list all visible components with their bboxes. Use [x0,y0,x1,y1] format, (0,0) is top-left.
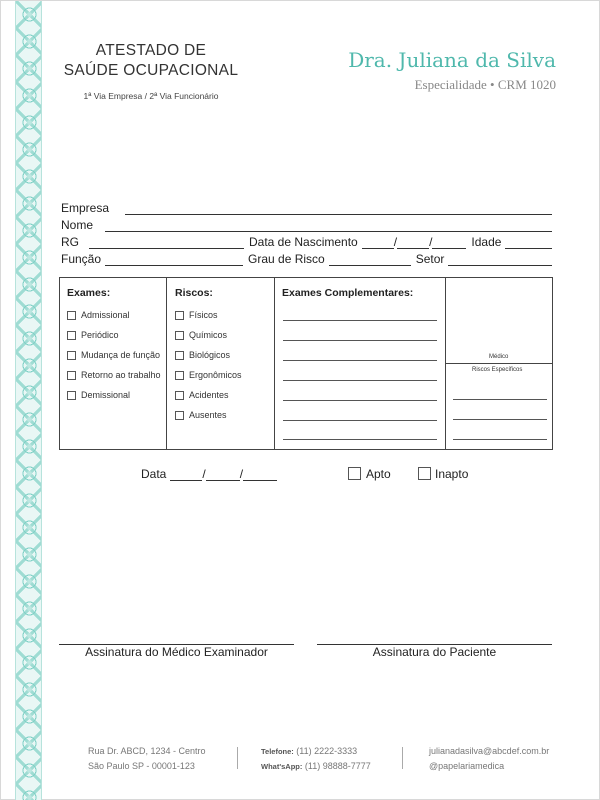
riscos-especificos-label: Riscos Específicos [472,367,523,373]
risco-acidentes-option[interactable] [175,390,229,400]
idade-label: Idade [471,235,502,249]
option-label: Ergonômicos [189,370,242,380]
whatsapp-number: (11) 98888-7777 [304,761,371,771]
checkbox[interactable] [67,331,76,340]
exam-table [59,277,553,450]
nome-field[interactable] [105,221,552,232]
option-label: Biológicos [189,350,231,360]
nascimento-label: Data de Nascimento [249,235,358,249]
form-subtitle: 1ª Via Empresa / 2ª Via Funcionário [83,91,219,101]
option-label: Ausentes [189,410,227,420]
checkbox[interactable] [175,411,184,420]
complementares-column [275,278,446,449]
nome-row [61,216,552,232]
option-label: Físicos [189,310,218,320]
footer-separator [237,747,238,769]
address-line1: Rua Dr. ABCD, 1234 - Centro [88,746,206,756]
decorative-border-strip [15,1,42,800]
risco-biologicos-option[interactable] [175,350,230,360]
data-month-field[interactable] [206,470,240,481]
risco-especifico-line[interactable] [453,419,547,420]
grau-risco-label: Grau de Risco [248,252,325,266]
exames-column [60,278,167,449]
inapto-label: Inapto [435,467,469,481]
option-label: Retorno ao trabalho [81,370,161,380]
medico-divider [446,363,553,364]
option-label: Admissional [81,310,130,320]
address-line2: São Paulo SP - 00001-123 [88,761,195,771]
option-label: Periódico [81,330,119,340]
complementar-line[interactable] [283,400,437,401]
checkbox[interactable] [67,351,76,360]
apto-checkbox[interactable] [348,467,361,480]
medico-label: Médico [489,354,509,360]
complementares-header: Exames Complementares: [282,287,414,299]
option-label: Mudança de função [81,350,161,360]
medico-signature-label: Assinatura do Médico Examinador [85,645,268,659]
riscos-header: Riscos: [175,287,213,299]
complementar-line[interactable] [283,360,437,361]
footer-contacts [261,744,371,774]
rg-label: RG [61,235,79,249]
checkbox[interactable] [67,391,76,400]
date-separator: / [239,467,244,481]
data-label: Data [141,467,167,481]
form-title-line2: SAÚDE OCUPACIONAL [63,62,239,79]
footer-address [88,744,206,774]
nascimento-year-field[interactable] [432,238,466,249]
form-title-line1: ATESTADO DE [95,42,207,59]
footer-online [429,744,549,774]
whatsapp-label: What'sApp: [261,762,303,771]
checkbox[interactable] [67,371,76,380]
empresa-field[interactable] [125,204,552,215]
grau-risco-field[interactable] [329,255,411,266]
risco-especifico-line[interactable] [453,439,547,440]
exame-retorno-trabalho-option[interactable] [67,370,161,380]
paciente-signature-label: Assinatura do Paciente [372,645,497,659]
result-date-row [141,467,282,481]
exame-mudanca-funcao-option[interactable] [67,350,160,360]
date-separator: / [202,467,206,481]
data-day-field[interactable] [170,470,202,481]
data-year-field[interactable] [243,470,277,481]
option-label: Acidentes [189,390,229,400]
option-label: Químicos [189,330,228,340]
funcao-row [61,250,552,266]
risco-quimicos-option[interactable] [175,330,227,340]
idade-field[interactable] [505,238,552,249]
complementar-line[interactable] [283,420,437,421]
date-separator: / [393,235,398,249]
email-text: julianadasilva@abcdef.com.br [429,746,550,756]
checkbox[interactable] [175,351,184,360]
complementar-line[interactable] [283,340,437,341]
exame-periodico-option[interactable] [67,330,119,340]
footer-separator [402,747,403,769]
phone-label: Telefone: [261,747,294,756]
risco-especifico-line[interactable] [453,399,547,400]
nascimento-month-field[interactable] [397,238,429,249]
date-separator: / [429,235,433,249]
exames-header: Exames: [67,287,111,299]
doctor-specialty: Especialidade • CRM 1020 [414,77,556,92]
funcao-label: Função [61,252,102,266]
risco-ausentes-option[interactable] [175,410,227,420]
form-title [59,41,243,81]
checkbox[interactable] [175,311,184,320]
checkbox[interactable] [67,311,76,320]
risco-ergonomicos-option[interactable] [175,370,242,380]
social-handle: @papelariamedica [429,761,505,771]
doctor-name: Dra. Juliana da Silva [348,48,556,72]
checkbox[interactable] [175,371,184,380]
checkbox[interactable] [175,331,184,340]
complementar-line[interactable] [283,439,437,440]
risco-fisicos-option[interactable] [175,310,218,320]
option-label: Demissional [81,390,131,400]
funcao-field[interactable] [105,255,243,266]
complementar-line[interactable] [283,380,437,381]
nascimento-day-field[interactable] [362,238,394,249]
empresa-row [61,199,552,215]
exame-admissional-option[interactable] [67,310,130,320]
complementar-line[interactable] [283,320,437,321]
setor-field[interactable] [448,255,552,266]
checkbox[interactable] [175,391,184,400]
rg-field[interactable] [89,238,244,249]
riscos-column [167,278,275,449]
rg-row [61,233,552,249]
nome-label: Nome [61,218,94,232]
phone-number: (11) 2222-3333 [296,746,358,756]
apto-label: Apto [366,467,391,481]
exame-demissional-option[interactable] [67,390,130,400]
empresa-label: Empresa [61,201,110,215]
inapto-checkbox[interactable] [418,467,431,480]
setor-label: Setor [415,252,445,266]
